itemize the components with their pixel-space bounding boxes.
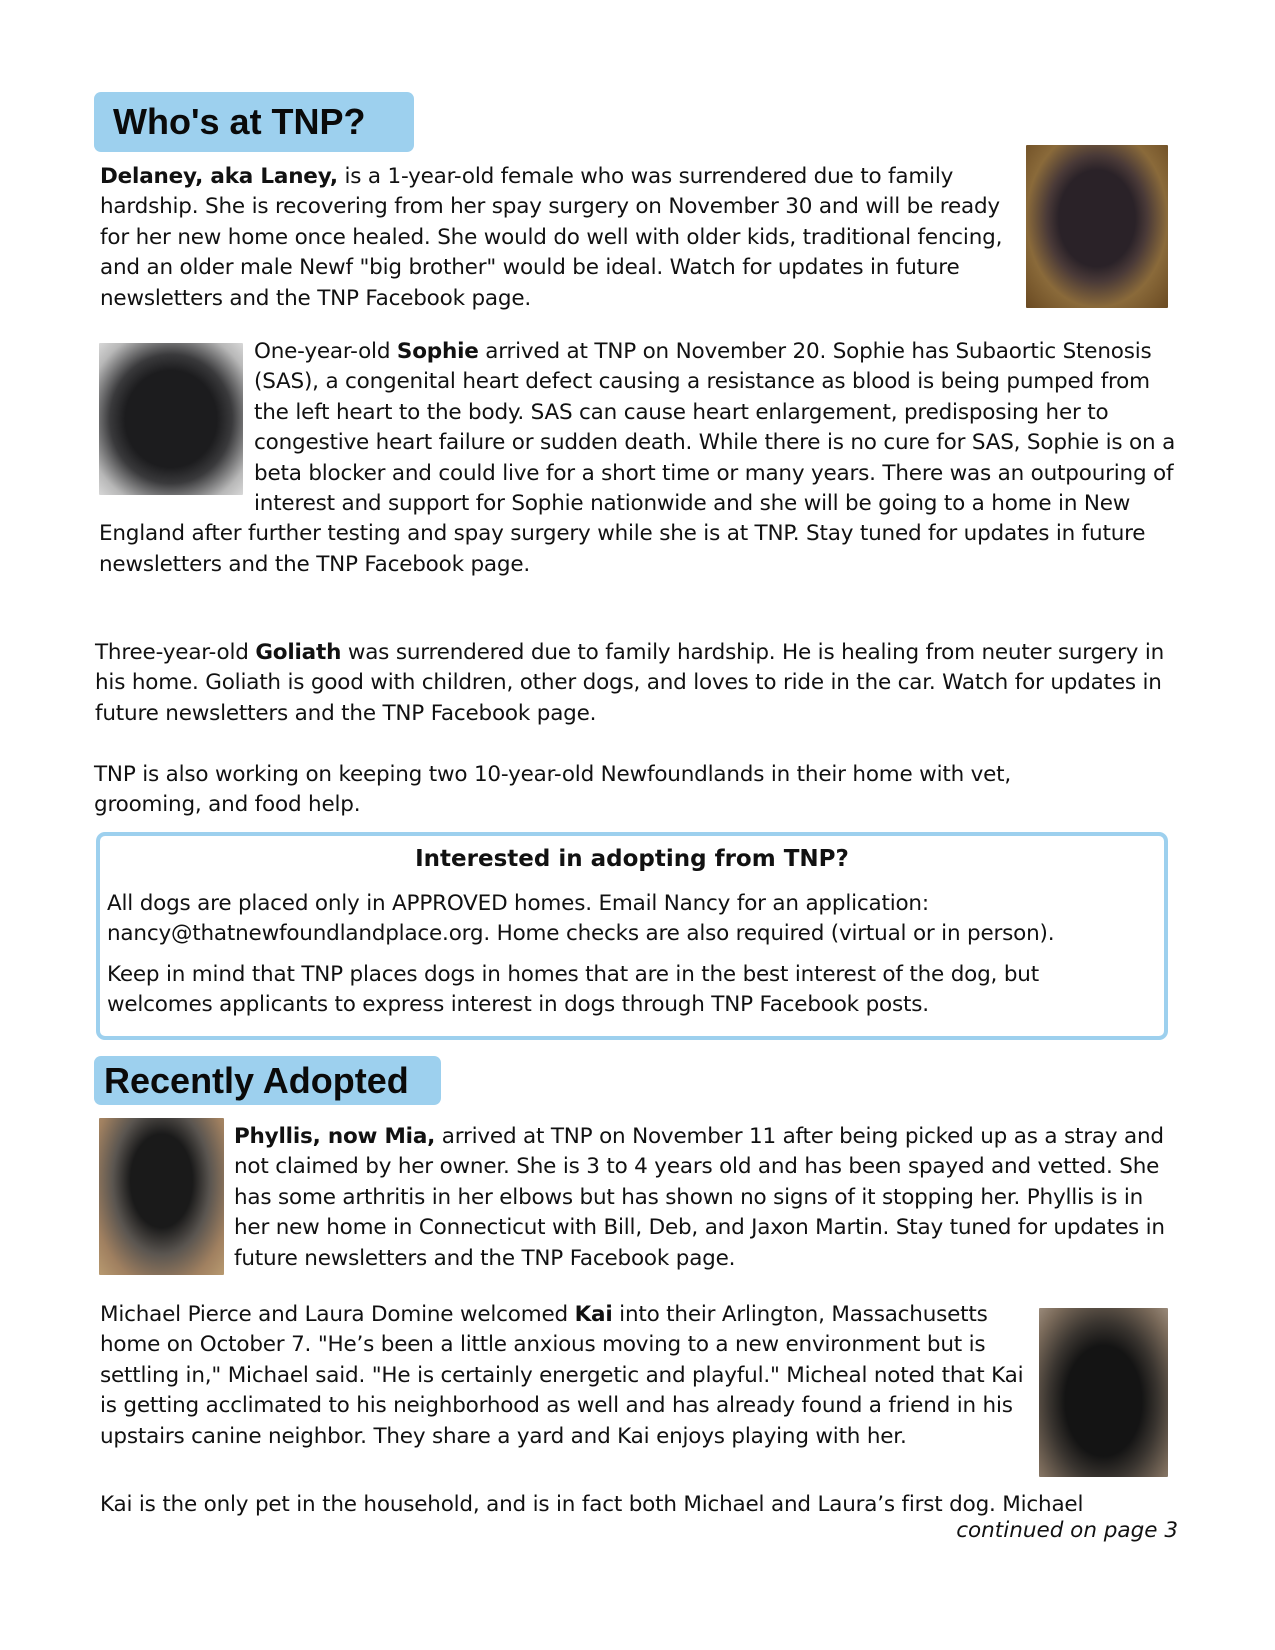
sophie-name: Sophie [396,339,479,364]
delaney-text: is a 1-year-old female who was surrendered due to family hardship. She is recovering from her spay surgery on November 30 and will be ready for her new home once healed. She would do well with older kids, traditional fencing, and an older male Newf "big brother" would be ideal. Watch for updates in future newsletters and the TNP Facebook page. [100,164,1003,311]
delaney-name: Delaney, aka Laney, [100,164,338,189]
also-paragraph: TNP is also working on keeping two 10-year-old Newfoundlands in their home with vet, grooming, and food help. [94,762,1012,818]
section-heading-recently-adopted: Recently Adopted [94,1056,441,1105]
goliath-pre: Three-year-old [95,640,256,665]
kai-text: into their Arlington, Massachusetts home on October 7. "He’s been a little anxious moving to a new environment but is settling in," Michael said. "He is certainly energetic and playful." Micheal noted that Kai is getting acclimated to his neighborhood as well and has already found a friend in his upstairs canine neighbor. They share a yard and Kai enjoys playing with her. [100,1302,1024,1449]
adoption-box-title: Interested in adopting from TNP? [415,846,849,872]
phyllis-name: Phyllis, now Mia, [234,1124,436,1149]
goliath-text: was surrendered due to family hardship. He is healing from neuter surgery in his home. Goliath is good with children, other dogs, and loves to ride in the car. Watch for updates in future newsletters and the TNP Facebook page. [95,640,1165,726]
sophie-text: arrived at TNP on November 20. Sophie has Subaortic Stenosis (SAS), a congenital heart defect causing a resistance as blood is being pumped from the left heart to the body. SAS can cause heart enlargement, predisposing her to congestive heart failure or sudden death. While there is no cure for SAS, Sophie is on a beta blocker and could live for a short time or many years. There was an outpouring of interest and support for Sophie nationwide and she will be going to a home in New England after further testing and spay surgery while she is at TNP. Stay tuned for updates in future newsletters and the TNP Facebook page. [99,339,1176,577]
goliath-paragraph [95,638,1175,729]
delaney-photo [1026,145,1168,308]
adoption-box-p2: Keep in mind that TNP places dogs in homes that are in the best interest of the dog, but welcomes applicants to express interest in dogs through TNP Facebook posts. [107,962,1039,1018]
kai-pre: Michael Pierce and Laura Domine welcomed [100,1302,575,1327]
phyllis-paragraph [234,1122,1184,1274]
section-heading-whos-at-tnp: Who's at TNP? [94,92,414,152]
kai-paragraph [100,1300,1025,1452]
kai-name: Kai [574,1302,613,1327]
sophie-paragraph [99,337,1179,580]
sophie-pre: One-year-old [254,339,397,364]
adoption-info-box [96,832,1168,1040]
adoption-box-p1: All dogs are placed only in APPROVED homes. Email Nancy for an application: nancy@thatnewfoundlandplace.org. Home checks are also required (virtual or in person). [107,891,1055,947]
goliath-name: Goliath [255,640,342,665]
phyllis-text: arrived at TNP on November 11 after being picked up as a stray and not claimed by her owner. She is 3 to 4 years old and has been spayed and vetted. She has some arthritis in her elbows but has shown no signs of it stopping her. Phyllis is in her new home in Connecticut with Bill, Deb, and Jaxon Martin. Stay tuned for updates in future newsletters and the TNP Facebook page. [234,1124,1165,1271]
kai-paragraph-2: Kai is the only pet in the household, and is in fact both Michael and Laura’s first dog. Michael [100,1492,1084,1517]
kai-photo [1039,1308,1168,1477]
continued-note: continued on page 3 [956,1518,1178,1543]
phyllis-photo [99,1118,224,1275]
delaney-paragraph [100,162,1010,314]
